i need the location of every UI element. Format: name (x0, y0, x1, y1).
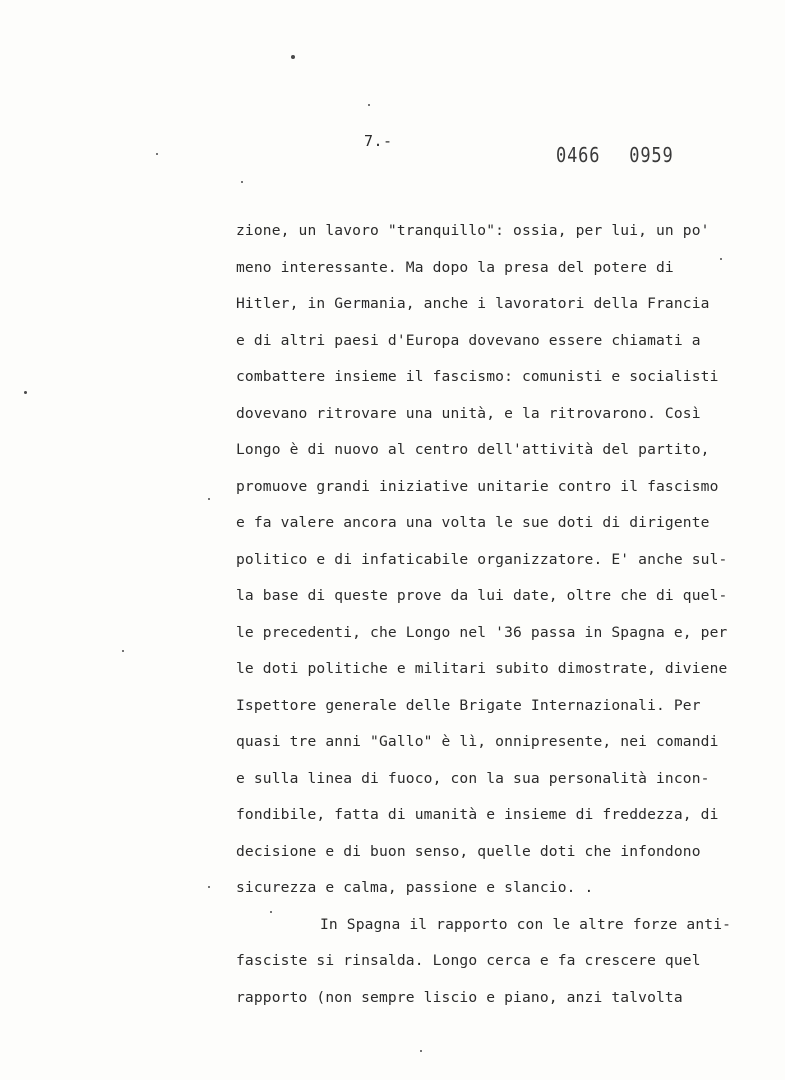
body-text (236, 213, 781, 1016)
scan-speck (420, 1050, 422, 1052)
text-line: la base di queste prove da lui date, oltre che di quel- (236, 587, 728, 604)
archive-stamp-number (556, 143, 674, 167)
text-line: politico e di infaticabile organizzatore. E' anche sul- (236, 550, 728, 568)
scan-speck (368, 104, 370, 106)
text-line: zione, un lavoro "tranquillo": ossia, per lui, un po' (236, 222, 710, 239)
paragraph-first-line: In Spagna il rapporto con le altre forze anti- (320, 915, 732, 933)
scan-speck (291, 55, 295, 59)
scan-speck (156, 153, 158, 155)
text-line: Hitler, in Germania, anche i lavoratori della Francia (236, 295, 710, 312)
text-line: dovevano ritrovare una unità, e la ritrovarono. Così (236, 404, 701, 422)
scan-speck (122, 650, 124, 652)
text-line: e sulla linea di fuoco, con la sua personalità incon- (236, 769, 710, 787)
text-line: fondibile, fatta di umanità e insieme di freddezza, di (236, 806, 719, 823)
text-line: Ispettore generale delle Brigate Internazionali. Per (236, 696, 701, 714)
text-line: sicurezza e calma, passione e slancio. . (236, 879, 594, 896)
text-line: promuove grandi iniziative unitarie contro il fascismo (236, 477, 719, 495)
text-line: le precedenti, che Longo nel '36 passa in Spagna e, per (236, 623, 728, 641)
text-line: rapporto (non sempre liscio e piano, anzi talvolta (236, 988, 683, 1006)
text-line: decisione e di buon senso, quelle doti che infondono (236, 842, 701, 860)
text-line: fasciste si rinsalda. Longo cerca e fa crescere quel (236, 952, 701, 969)
scan-speck (270, 911, 272, 913)
scan-speck (208, 886, 210, 888)
text-line: combattere insieme il fascismo: comunisti e socialisti (236, 368, 719, 385)
page-number: 7.- (364, 132, 393, 150)
scan-speck (208, 498, 210, 500)
scan-speck (241, 181, 243, 183)
text-line: le doti politiche e militari subito dimostrate, diviene (236, 660, 728, 677)
archive-code-part-2: 0959 (629, 143, 674, 167)
text-line: quasi tre anni "Gallo" è lì, onnipresente, nei comandi (236, 733, 719, 750)
scan-speck (24, 391, 27, 394)
text-line: meno interessante. Ma dopo la presa del potere di (236, 258, 674, 276)
text-line: e di altri paesi d'Europa dovevano essere chiamati a (236, 331, 701, 349)
archive-code-part-1: 0466 (556, 143, 601, 167)
text-line: e fa valere ancora una volta le sue doti di dirigente (236, 514, 710, 531)
text-line: Longo è di nuovo al centro dell'attività del partito, (236, 441, 710, 458)
scan-speck (720, 258, 722, 260)
